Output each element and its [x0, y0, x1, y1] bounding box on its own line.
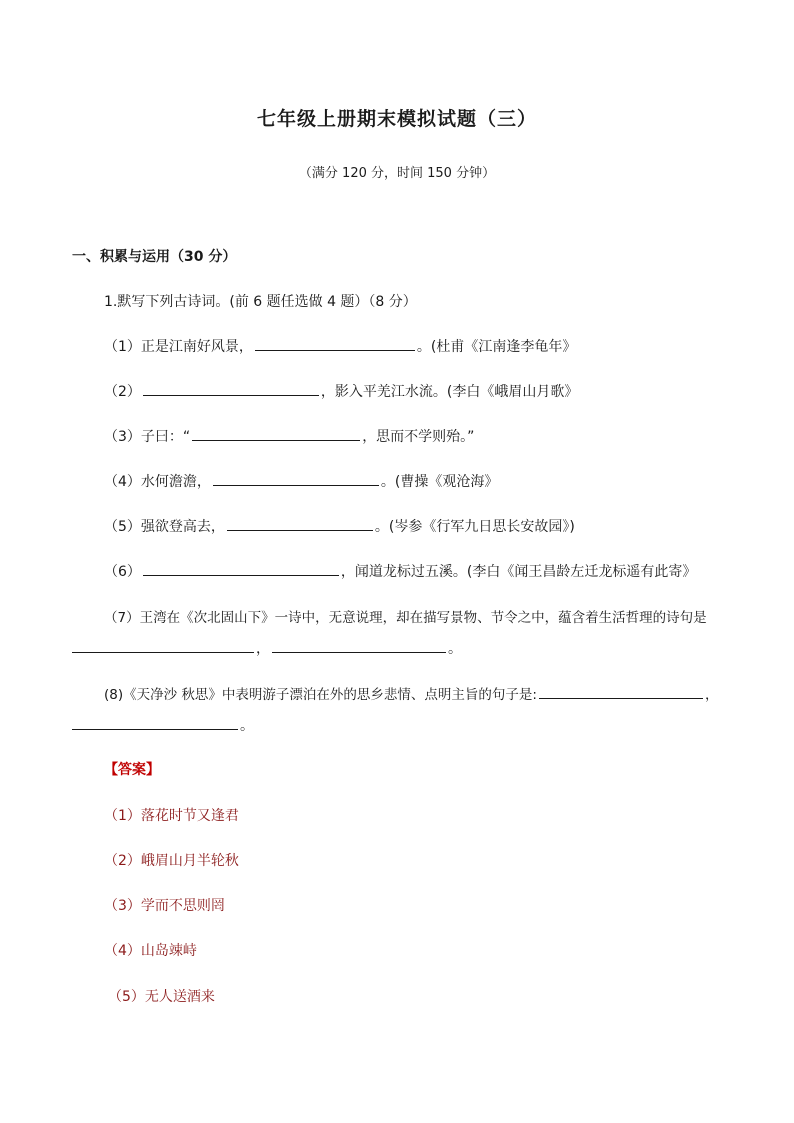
item-number: （3） [104, 429, 141, 445]
item-prefix: 子曰：“ [140, 429, 191, 445]
item-prefix: 水何澹澹， [140, 474, 211, 490]
item-number: （6） [104, 564, 141, 580]
item-text: (8)《天净沙 秋思》中表明游子漂泊在外的思乡悲情、点明主旨的句子是: [104, 687, 537, 703]
answer-blank[interactable] [255, 336, 415, 351]
item-number: （2） [104, 384, 141, 400]
item-suffix: 。(岑参《行军九日思长安故园》) [374, 519, 575, 535]
answer-blank[interactable] [72, 715, 238, 730]
item-prefix: 强欲登高去， [140, 519, 225, 535]
answer-blank[interactable] [272, 638, 446, 653]
answer-blank[interactable] [213, 471, 379, 486]
question-item-8-blanks [72, 715, 254, 735]
item-suffix: ，思而不学则殆。” [362, 429, 475, 445]
item-end: 。 [448, 641, 462, 657]
question-item-3 [104, 426, 474, 446]
answer-blank[interactable] [72, 638, 254, 653]
item-suffix: ，闻道龙标过五溪。(李白《闻王昌龄左迁龙标遥有此寄》 [340, 564, 697, 580]
answer-item: （5）无人送酒来 [108, 989, 215, 1005]
item-suffix: ，影入平羌江水流。(李白《峨眉山月歌》 [320, 384, 579, 400]
answer-blank[interactable] [539, 684, 703, 699]
question-item-6 [104, 561, 696, 581]
item-number: （1） [104, 339, 141, 355]
question-item-1 [104, 336, 576, 356]
question-item-5 [104, 516, 575, 536]
page-subtitle: （满分 120 分，时间 150 分钟） [298, 166, 496, 181]
answer-blank[interactable] [192, 426, 360, 441]
item-suffix: 。(曹操《观沧海》 [380, 474, 499, 490]
item-suffix: 。(杜甫《江南逢李龟年》 [416, 339, 577, 355]
item-number: （5） [104, 519, 141, 535]
answer-item: （1）落花时节又逢君 [104, 808, 239, 824]
question-item-7-blanks [72, 638, 462, 658]
question-item-4 [104, 471, 498, 491]
item-separator: ， [256, 641, 270, 657]
answer-item: （4）山岛竦峙 [104, 943, 197, 959]
answer-blank[interactable] [143, 561, 339, 576]
item-separator: ， [704, 687, 719, 703]
item-end: 。 [240, 718, 254, 734]
answer-item: （3）学而不思则罔 [104, 898, 225, 914]
question-intro: 1.默写下列古诗词。(前 6 题任选做 4 题）（8 分） [104, 294, 417, 310]
answer-blank[interactable] [143, 381, 319, 396]
answer-blank[interactable] [227, 516, 373, 531]
page-title: 七年级上册期末模拟试题（三） [256, 108, 537, 130]
question-item-8 [104, 683, 718, 703]
answer-item: （2）峨眉山月半轮秋 [104, 853, 239, 869]
answer-heading: 【答案】 [104, 762, 160, 778]
item-prefix: 正是江南好风景， [140, 339, 253, 355]
section-heading: 一、积累与运用（30 分） [72, 249, 237, 265]
question-item-2 [104, 381, 578, 401]
question-item-7: （7）王湾在《次北固山下》一诗中，无意说理，却在描写景物、节令之中，蕴含着生活哲理的诗句是 [104, 610, 707, 626]
item-number: （4） [104, 474, 141, 490]
